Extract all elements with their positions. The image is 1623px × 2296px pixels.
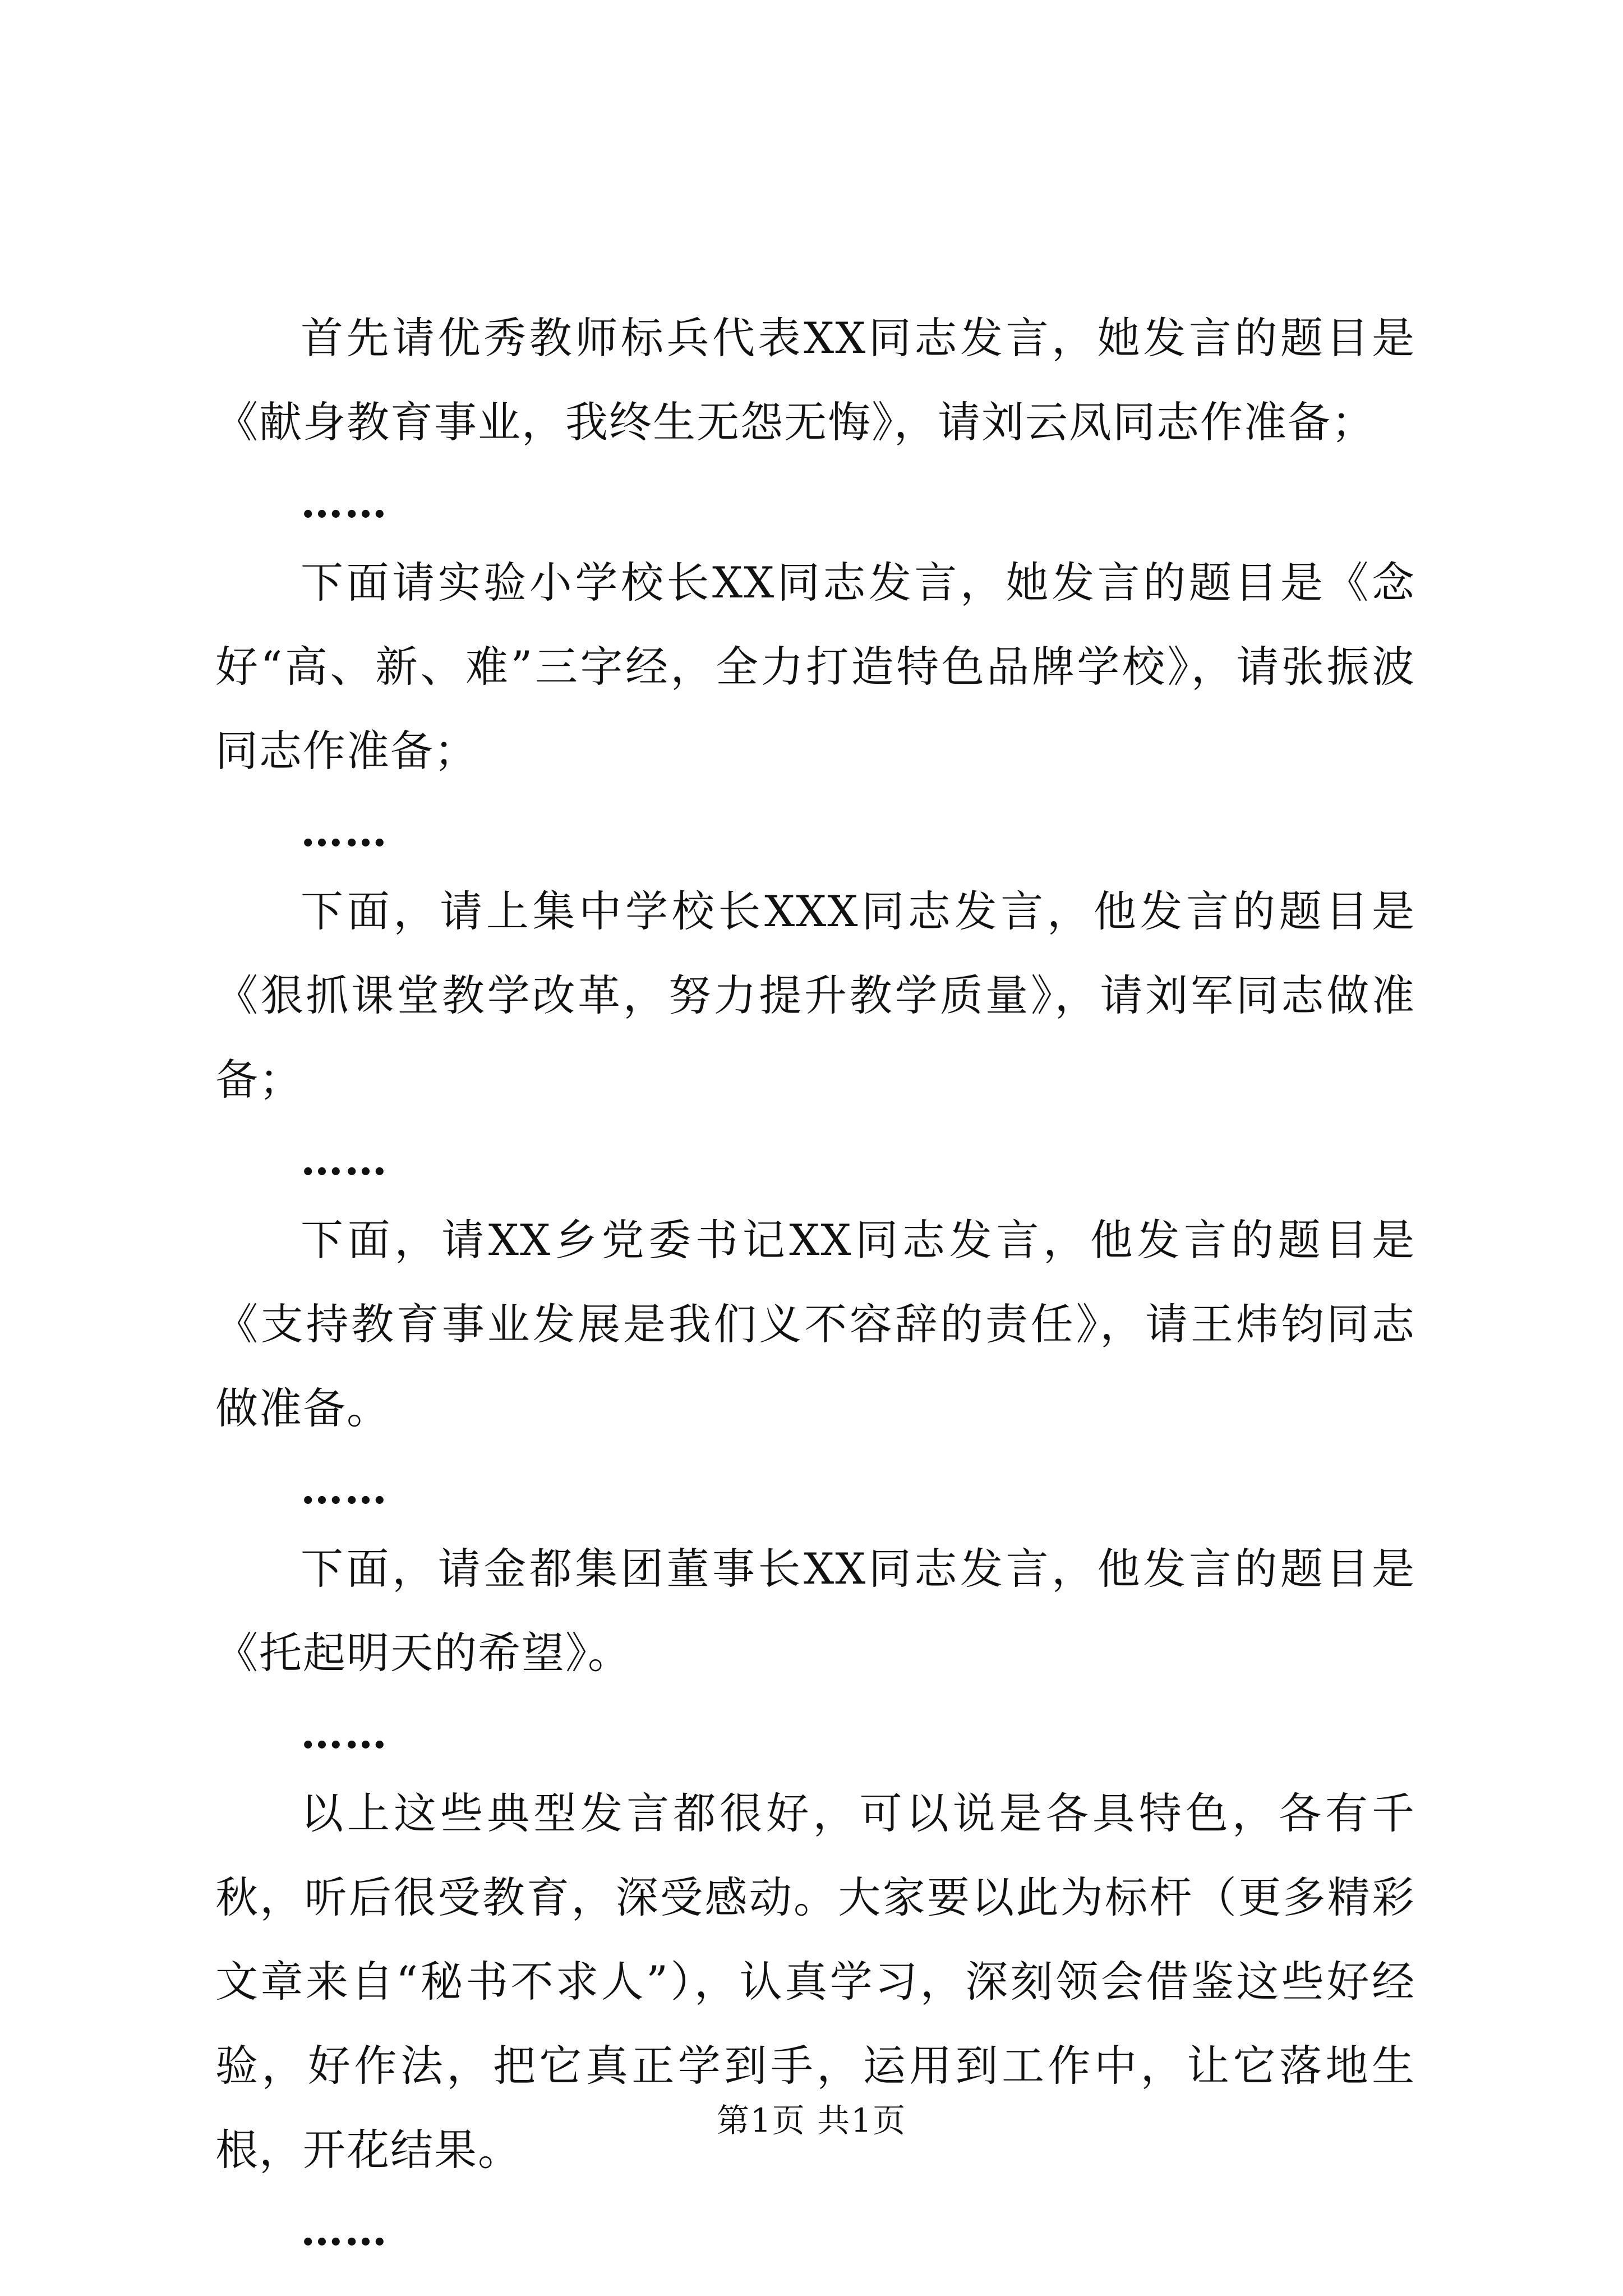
paragraph-5: 下面，请金都集团董事长XX同志发言，他发言的题目是《托起明天的希望》。 (215, 1544, 1415, 1678)
paragraph-6: 以上这些典型发言都很好，可以说是各具特色，各有千秋，听后很受教育，深受感动。大家要以此为标杆（更多精彩文章来自“秘书不求人”），认真学习，深刻领会借鉴这些好经验，好作法，把它真正学到手，运用到工作中，让它落地生根，开花结果。 (215, 1788, 1415, 2175)
ellipsis-2: …… (301, 806, 388, 856)
ellipsis-4: …… (301, 1464, 388, 1513)
ellipsis-3: …… (301, 1135, 388, 1185)
ellipsis-1: …… (301, 477, 388, 527)
ellipsis-5: …… (301, 1708, 388, 1758)
paragraph-4: 下面，请XX乡党委书记XX同志发言，他发言的题目是《支持教育事业发展是我们义不容辞的责任》，请王炜钧同志做准备。 (215, 1215, 1415, 1433)
ellipsis-6: …… (301, 2205, 388, 2255)
page-number-label: 第1页 共1页 (716, 2101, 907, 2139)
page-footer (0, 2098, 1623, 2143)
paragraph-2: 下面请实验小学校长XX同志发言，她发言的题目是《念好“高、新、难”三字经，全力打造特色品牌学校》，请张振波同志作准备； (215, 558, 1415, 776)
paragraph-1: 首先请优秀教师标兵代表XX同志发言，她发言的题目是《献身教育事业，我终生无怨无悔》，请刘云凤同志作准备； (215, 313, 1415, 447)
paragraph-3: 下面，请上集中学校长XXX同志发言，他发言的题目是《狠抓课堂教学改革，努力提升教学质量》，请刘军同志做准备； (215, 886, 1415, 1105)
document-body (215, 296, 1415, 2269)
